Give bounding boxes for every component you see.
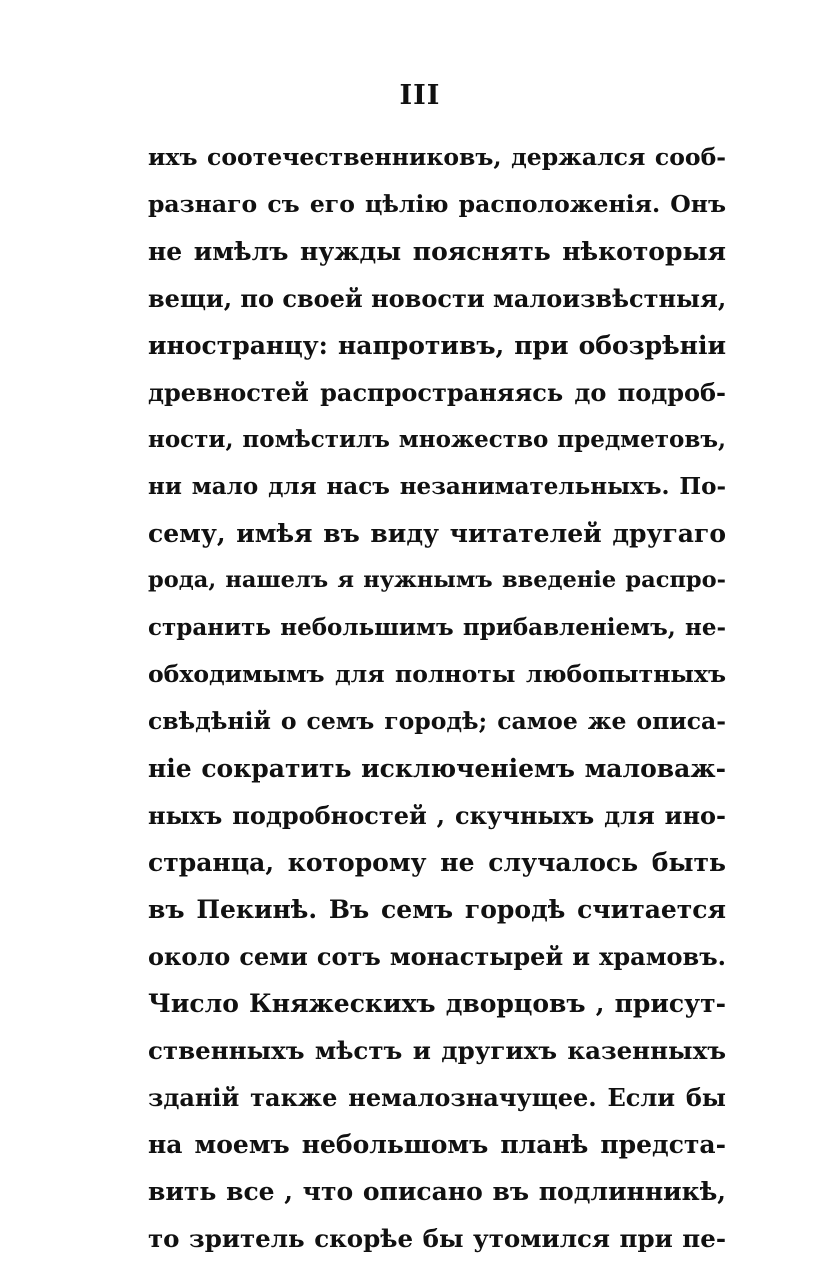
text-line: сему, имѣя въ виду читателей другаго [148, 519, 726, 548]
text-line: обходимымъ для полноты любопытныхъ [148, 660, 726, 688]
text-line: свѣдѣній о семъ городѣ; самое же описа- [148, 707, 726, 735]
text-line: ности, помѣстилъ множество предметовъ, [148, 426, 726, 453]
text-line: ныхъ подробностей , скучныхъ для ино- [148, 801, 726, 830]
text-line: не имѣлъ нужды пояснять нѣкоторыя [148, 237, 726, 266]
text-line: ихъ соотечественниковъ, держался сооб- [148, 143, 726, 171]
text-line: Число Княжескихъ дворцовъ , присут- [148, 989, 726, 1018]
text-line: иностранцу: напротивъ, при обозрѣніи [148, 331, 726, 360]
page-number: III [399, 80, 441, 111]
text-line: ни мало для насъ незанимательныхъ. По- [148, 473, 726, 500]
text-line: зданій также немалозначущее. Если бы [148, 1083, 726, 1112]
text-line: на моемъ небольшомъ планѣ предста- [148, 1130, 726, 1159]
body-text [148, 134, 726, 1262]
text-line: въ Пекинѣ. Въ семъ городѣ считается [148, 895, 726, 924]
text-line: странить небольшимъ прибавленіемъ, не- [148, 614, 726, 641]
text-line: вить все , что описано въ подлинникѣ, [148, 1177, 726, 1206]
text-line: древностей распространяясь до подроб- [148, 378, 726, 407]
text-line: ніе сократить исключеніемъ маловаж- [148, 754, 726, 783]
text-line: ственныхъ мѣстъ и другихъ казенныхъ [148, 1036, 726, 1065]
text-line: около семи сотъ монастырей и храмовъ. [148, 942, 726, 971]
text-line: разнаго съ его цѣлію расположенія. Онъ [148, 190, 726, 218]
text-line: рода, нашелъ я нужнымъ введеніе распро- [148, 567, 726, 593]
text-line: странца, которому не случалось быть [148, 848, 726, 877]
text-line: вещи, по своей новости малоизвѣстныя, [148, 284, 726, 313]
text-line: то зритель скорѣе бы утомился при пе- [148, 1224, 726, 1253]
